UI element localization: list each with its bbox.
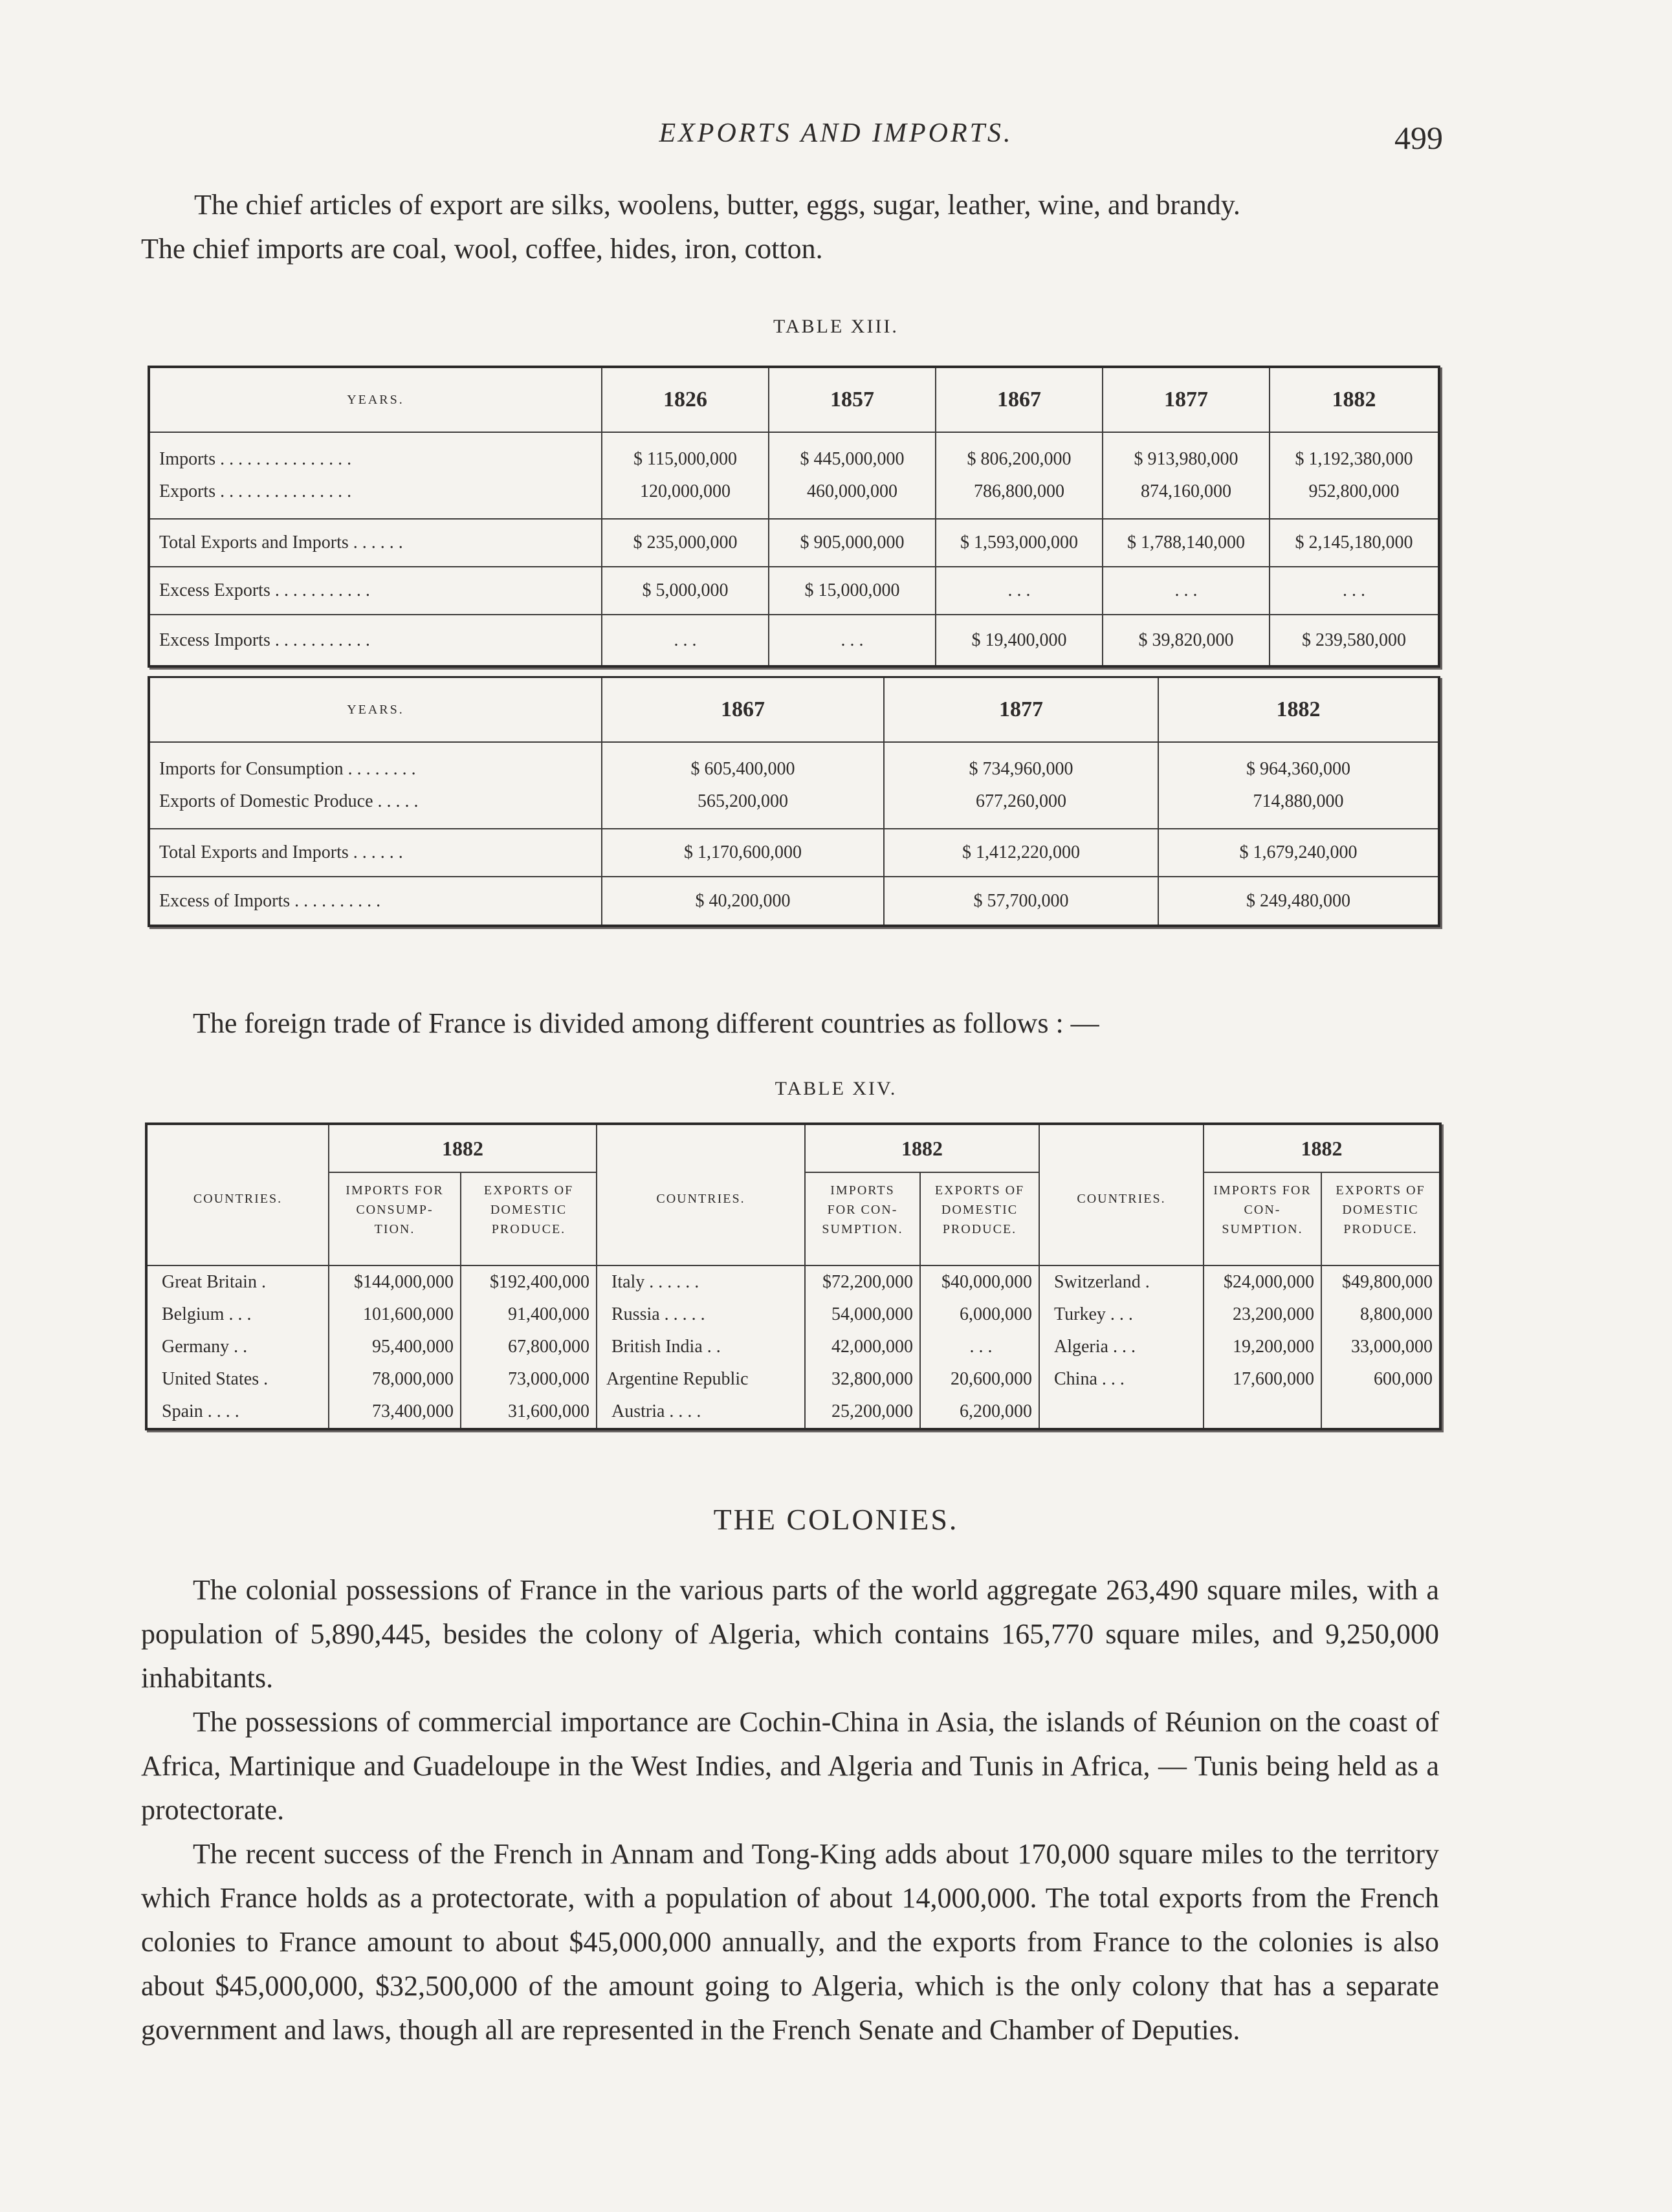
cell: 714,880,000: [1158, 785, 1439, 818]
table13-part2: [148, 676, 1440, 927]
cell: 31,600,000: [461, 1396, 597, 1429]
colonies-paragraph-3: The recent success of the French in Annam and Tong-King adds about 170,000 square miles to the territory which France holds as a protectorate, with a population of about 14,000,000. The total exports from the French colonies to France amount to about $45,000,000 annually, and the exports from France to the colonies is also about $45,000,000, $32,500,000 of the amount going to Algeria, which is the only colony that has a separate government and laws, though all are represented in the French Senate and Chamber of Deputies.: [141, 1838, 1439, 2046]
cell: $ 1,170,600,000: [602, 829, 884, 877]
cell: $ 1,192,380,000: [1270, 443, 1439, 476]
cell: 23,200,000: [1204, 1298, 1321, 1331]
running-head: EXPORTS AND IMPORTS.: [659, 118, 1013, 148]
cell: $ 445,000,000: [769, 443, 936, 476]
cell: [1204, 1396, 1321, 1429]
row-label: Excess of Imports . . . . . . . . . .: [149, 877, 602, 926]
trade-paragraph: [141, 1002, 1439, 1046]
cell: $40,000,000: [920, 1265, 1039, 1298]
country-cell: British India . .: [597, 1331, 805, 1363]
country-cell: Switzerland .: [1039, 1265, 1204, 1298]
table-row: [146, 1298, 1440, 1331]
cell: $ 15,000,000: [769, 567, 936, 615]
table13-part1-header: [149, 367, 1439, 432]
cell: $192,400,000: [461, 1265, 597, 1298]
year-header: 1867: [936, 367, 1103, 432]
table-row: [146, 1265, 1440, 1298]
cell: $ 913,980,000: [1103, 443, 1270, 476]
table13-caption: TABLE XIII.: [773, 316, 899, 337]
cell: 120,000,000: [602, 476, 769, 508]
year-header: 1882: [805, 1124, 1039, 1172]
country-cell: Italy . . . . . .: [597, 1265, 805, 1298]
country-cell: Austria . . . .: [597, 1396, 805, 1429]
table13-part2-header: [149, 677, 1439, 743]
table-row: [149, 567, 1439, 615]
cell: $ 964,360,000: [1158, 753, 1439, 785]
cell: . . .: [602, 615, 769, 666]
table-row: [146, 1396, 1440, 1429]
table14: [145, 1122, 1442, 1430]
table-row: [149, 443, 1439, 476]
country-cell: China . . .: [1039, 1363, 1204, 1396]
cell: $ 249,480,000: [1158, 877, 1439, 926]
colonies-paragraph: [141, 1568, 1439, 1700]
cell: 78,000,000: [329, 1363, 461, 1396]
cell: 6,200,000: [920, 1396, 1039, 1429]
trade-sentence: The foreign trade of France is divided among different countries as follows : —: [193, 1007, 1099, 1039]
colonies-heading: THE COLONIES.: [713, 1503, 959, 1536]
cell: 19,200,000: [1204, 1331, 1321, 1363]
cell: $ 1,679,240,000: [1158, 829, 1439, 877]
cell: $24,000,000: [1204, 1265, 1321, 1298]
cell: $ 605,400,000: [602, 753, 884, 785]
row-label: Exports . . . . . . . . . . . . . . .: [159, 481, 352, 501]
table-row: [149, 519, 1439, 567]
table-row: [146, 1363, 1440, 1396]
country-cell: Argentine Republic: [597, 1363, 805, 1396]
year-header: 1857: [769, 367, 936, 432]
year-header: 1882: [1270, 367, 1439, 432]
cell: 101,600,000: [329, 1298, 461, 1331]
cell: 32,800,000: [805, 1363, 920, 1396]
cell: $ 57,700,000: [884, 877, 1158, 926]
country-cell: [1039, 1396, 1204, 1429]
countries-header: COUNTRIES.: [1039, 1124, 1204, 1265]
cell: $ 1,412,220,000: [884, 829, 1158, 877]
countries-header: COUNTRIES.: [193, 1192, 283, 1206]
cell: . . .: [920, 1331, 1039, 1363]
cell: 17,600,000: [1204, 1363, 1321, 1396]
country-cell: Algeria . . .: [1039, 1331, 1204, 1363]
exports-header: EXPORTS OF DOMESTIC PRODUCE.: [920, 1172, 1039, 1265]
years-label: YEARS.: [149, 367, 602, 432]
country-cell: Turkey . . .: [1039, 1298, 1204, 1331]
table-row: [149, 615, 1439, 666]
cell: 8,800,000: [1321, 1298, 1440, 1331]
cell: . . .: [936, 567, 1103, 615]
cell: [1321, 1396, 1440, 1429]
imports-header: IMPORTS FOR CON-SUMPTION.: [805, 1172, 920, 1265]
cell: 677,260,000: [884, 785, 1158, 818]
row-label: Excess Exports . . . . . . . . . . .: [149, 567, 602, 615]
cell: $ 806,200,000: [936, 443, 1103, 476]
cell: $ 39,820,000: [1103, 615, 1270, 666]
cell: 73,400,000: [329, 1396, 461, 1429]
years-label: YEARS.: [149, 677, 602, 743]
row-label: Exports of Domestic Produce . . . . .: [159, 791, 419, 811]
cell: $ 2,145,180,000: [1270, 519, 1439, 567]
cell: 20,600,000: [920, 1363, 1039, 1396]
table-row: [149, 785, 1439, 818]
cell: $72,200,000: [805, 1265, 920, 1298]
year-header: 1867: [602, 677, 884, 743]
country-cell: Germany . .: [162, 1337, 248, 1357]
countries-header: COUNTRIES.: [597, 1124, 805, 1265]
colonies-paragraph: [141, 1832, 1439, 2052]
cell: 565,200,000: [602, 785, 884, 818]
cell: 73,000,000: [461, 1363, 597, 1396]
cell: $ 19,400,000: [936, 615, 1103, 666]
row-label: Imports . . . . . . . . . . . . . . .: [159, 449, 352, 469]
cell: 91,400,000: [461, 1298, 597, 1331]
table-row: [149, 476, 1439, 508]
country-cell: United States .: [162, 1369, 269, 1389]
table-row: [149, 753, 1439, 785]
cell: 786,800,000: [936, 476, 1103, 508]
cell: $ 5,000,000: [602, 567, 769, 615]
row-label: Imports for Consumption . . . . . . . .: [159, 759, 416, 779]
cell: $ 734,960,000: [884, 753, 1158, 785]
cell: 54,000,000: [805, 1298, 920, 1331]
cell: 25,200,000: [805, 1396, 920, 1429]
country-cell: Great Britain .: [146, 1265, 329, 1298]
imports-header: IMPORTS FOR CON-SUMPTION.: [1204, 1172, 1321, 1265]
cell: $144,000,000: [329, 1265, 461, 1298]
intro-line-1: The chief articles of export are silks, woolens, butter, eggs, sugar, leather, wine, and brandy.: [194, 189, 1240, 221]
cell: . . .: [1270, 567, 1439, 615]
year-header: 1877: [1103, 367, 1270, 432]
cell: $49,800,000: [1321, 1265, 1440, 1298]
intro-line-2: The chief imports are coal, wool, coffee, hides, iron, cotton.: [141, 233, 823, 265]
row-label: Total Exports and Imports . . . . . .: [149, 519, 602, 567]
imports-header: IMPORTS FOR CONSUMP-TION.: [329, 1172, 461, 1265]
exports-header: EXPORTS OF DOMESTIC PRODUCE.: [461, 1172, 597, 1265]
exports-header: EXPORTS OF DOMESTIC PRODUCE.: [1321, 1172, 1440, 1265]
year-header: 1882: [1204, 1124, 1440, 1172]
cell: $ 1,788,140,000: [1103, 519, 1270, 567]
table14-year-row: [146, 1124, 1440, 1172]
cell: $ 40,200,000: [602, 877, 884, 926]
table-row: [146, 1331, 1440, 1363]
cell: . . .: [1103, 567, 1270, 615]
cell: $ 905,000,000: [769, 519, 936, 567]
intro-paragraph: [141, 183, 1439, 271]
cell: 42,000,000: [805, 1331, 920, 1363]
cell: . . .: [769, 615, 936, 666]
table14-caption: TABLE XIV.: [775, 1078, 897, 1099]
cell: $ 1,593,000,000: [936, 519, 1103, 567]
year-header: 1877: [884, 677, 1158, 743]
country-cell: Spain . . . .: [162, 1401, 239, 1421]
colonies-paragraph-2: The possessions of commercial importance are Cochin-China in Asia, the islands of Réunion on the coast of Africa, Martinique and Guadeloupe in the West Indies, and Algeria and Tunis in Africa, — Tunis being held as a protectorate.: [141, 1706, 1439, 1826]
table-row: [149, 877, 1439, 926]
row-label: Total Exports and Imports . . . . . .: [149, 829, 602, 877]
cell: 460,000,000: [769, 476, 936, 508]
colonies-paragraph-1: The colonial possessions of France in the various parts of the world aggregate 263,490 square miles, with a population of 5,890,445, besides the colony of Algeria, which contains 165,770 square miles, and 9,250,000 inhabitants.: [141, 1574, 1439, 1694]
cell: $ 235,000,000: [602, 519, 769, 567]
table-row: [149, 829, 1439, 877]
country-cell: Belgium . . .: [162, 1304, 252, 1324]
year-header: 1882: [329, 1124, 597, 1172]
page-number: 499: [1394, 120, 1443, 156]
table13-part1: [148, 366, 1440, 668]
row-label: Excess Imports . . . . . . . . . . .: [149, 615, 602, 666]
cell: 6,000,000: [920, 1298, 1039, 1331]
cell: 33,000,000: [1321, 1331, 1440, 1363]
year-header: 1882: [1158, 677, 1439, 743]
cell: 874,160,000: [1103, 476, 1270, 508]
country-cell: Russia . . . . .: [597, 1298, 805, 1331]
cell: $ 115,000,000: [602, 443, 769, 476]
cell: $ 239,580,000: [1270, 615, 1439, 666]
cell: 952,800,000: [1270, 476, 1439, 508]
year-header: 1826: [602, 367, 769, 432]
cell: 95,400,000: [329, 1331, 461, 1363]
colonies-paragraph: [141, 1700, 1439, 1832]
cell: 67,800,000: [461, 1331, 597, 1363]
cell: 600,000: [1321, 1363, 1440, 1396]
